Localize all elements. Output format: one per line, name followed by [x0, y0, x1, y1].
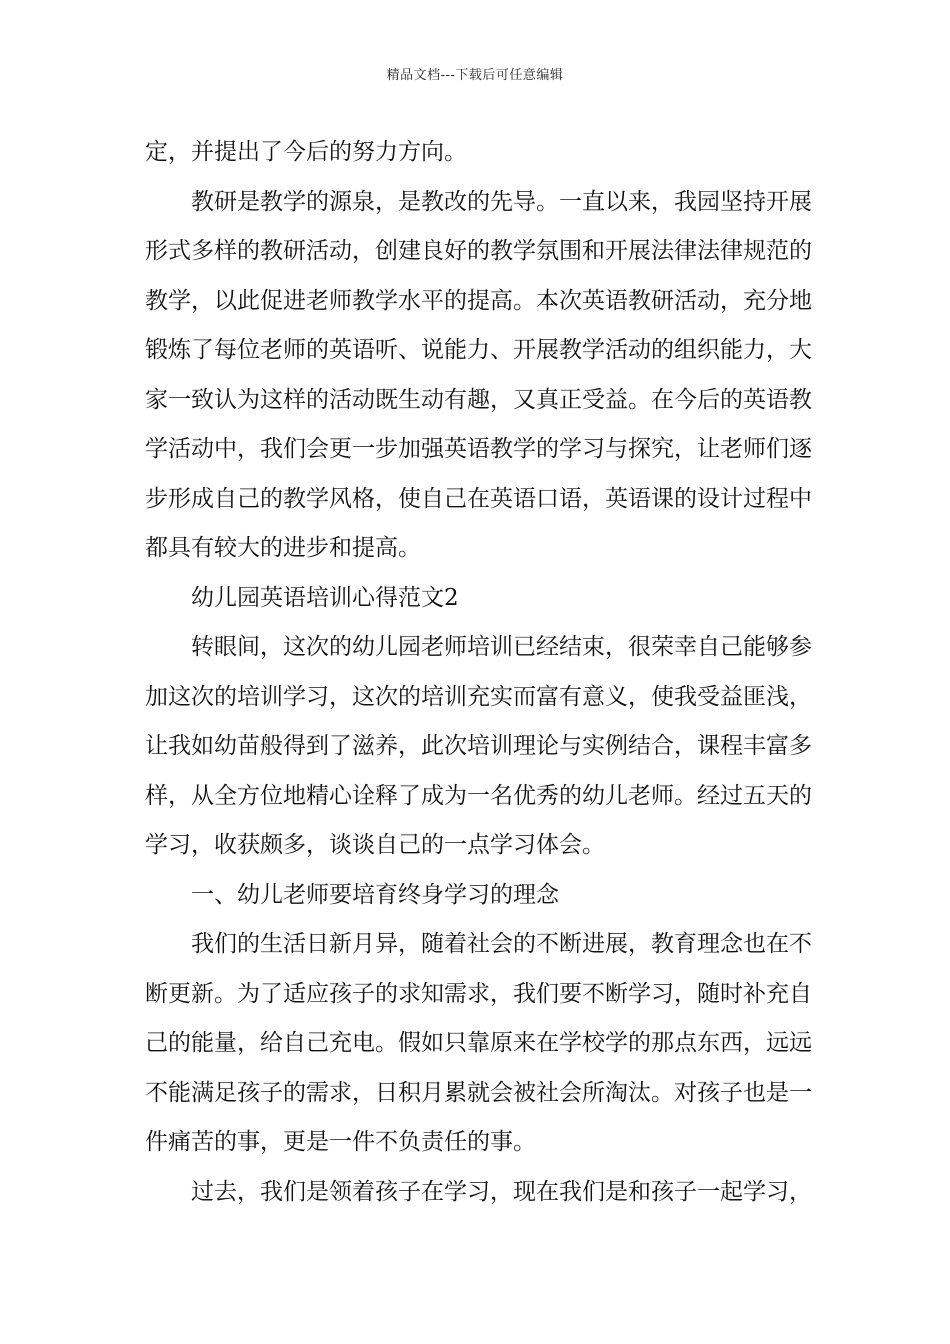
paragraph [145, 128, 810, 178]
text-line: 件痛苦的事，更是一件不负责任的事。 [145, 1129, 536, 1155]
text-line: 教研是教学的源泉，是教改的先导。一直以来，我园坚持开展 [191, 188, 812, 215]
text-line: 过去，我们是领着孩子在学习，现在我们是和孩子一起学习， [191, 1178, 812, 1205]
text-line: 都具有较大的进步和提高。 [145, 535, 421, 561]
text-line: 幼儿园英语培训心得范文2 [191, 584, 459, 611]
text-line: 家一致认为这样的活动既生动有趣，又真正受益。在今后的英语教 [145, 386, 812, 413]
text-line: 我们的生活日新月异，随着社会的不断进展，教育理念也在不 [191, 931, 812, 957]
paragraph [145, 574, 810, 624]
text-line: 学习，收获颇多，谈谈自己的一点学习体会。 [145, 832, 605, 858]
text-line: 断更新。为了适应孩子的求知需求，我们要不断学习，随时补充自 [145, 980, 812, 1007]
paragraph [145, 1168, 810, 1218]
paragraph [145, 623, 810, 871]
text-line: 不能满足孩子的需求，日积月累就会被社会所淘汰。对孩子也是一 [145, 1079, 812, 1106]
paragraph [145, 871, 810, 921]
text-line: 定，并提出了今后的努力方向。 [145, 139, 467, 165]
text-line: 转眼间，这次的幼儿园老师培训已经结束，很荣幸自己能够参 [191, 634, 812, 660]
text-line: 加这次的培训学习，这次的培训充实而富有意义，使我受益匪浅， [145, 683, 812, 710]
text-line: 形式多样的教研活动，创建良好的教学氛围和开展法律法律规范的 [145, 238, 812, 264]
document-body [145, 128, 810, 1217]
text-line: 让我如幼苗般得到了滋养，此次培训理论与实例结合，课程丰富多 [145, 733, 812, 759]
text-line: 己的能量，给自己充电。假如只靠原来在学校学的那点东西，远远 [145, 1030, 812, 1056]
text-line: 教学，以此促进老师教学水平的提高。本次英语教研活动，充分地 [145, 287, 812, 314]
text-line: 步形成自己的教学风格，使自己在英语口语，英语课的设计过程中 [145, 485, 812, 512]
paragraph [145, 920, 810, 1168]
text-line: 样，从全方位地精心诠释了成为一名优秀的幼儿老师。经过五天的 [145, 782, 812, 809]
paragraph [145, 178, 810, 574]
text-line: 一、幼儿老师要培育终身学习的理念 [191, 881, 559, 908]
page-header: 精品文档---下载后可任意编辑 [386, 68, 564, 83]
text-line: 学活动中，我们会更一步加强英语教学的学习与探究，让老师们逐 [145, 436, 812, 462]
text-line: 锻炼了每位老师的英语听、说能力、开展教学活动的组织能力，大 [145, 337, 812, 363]
